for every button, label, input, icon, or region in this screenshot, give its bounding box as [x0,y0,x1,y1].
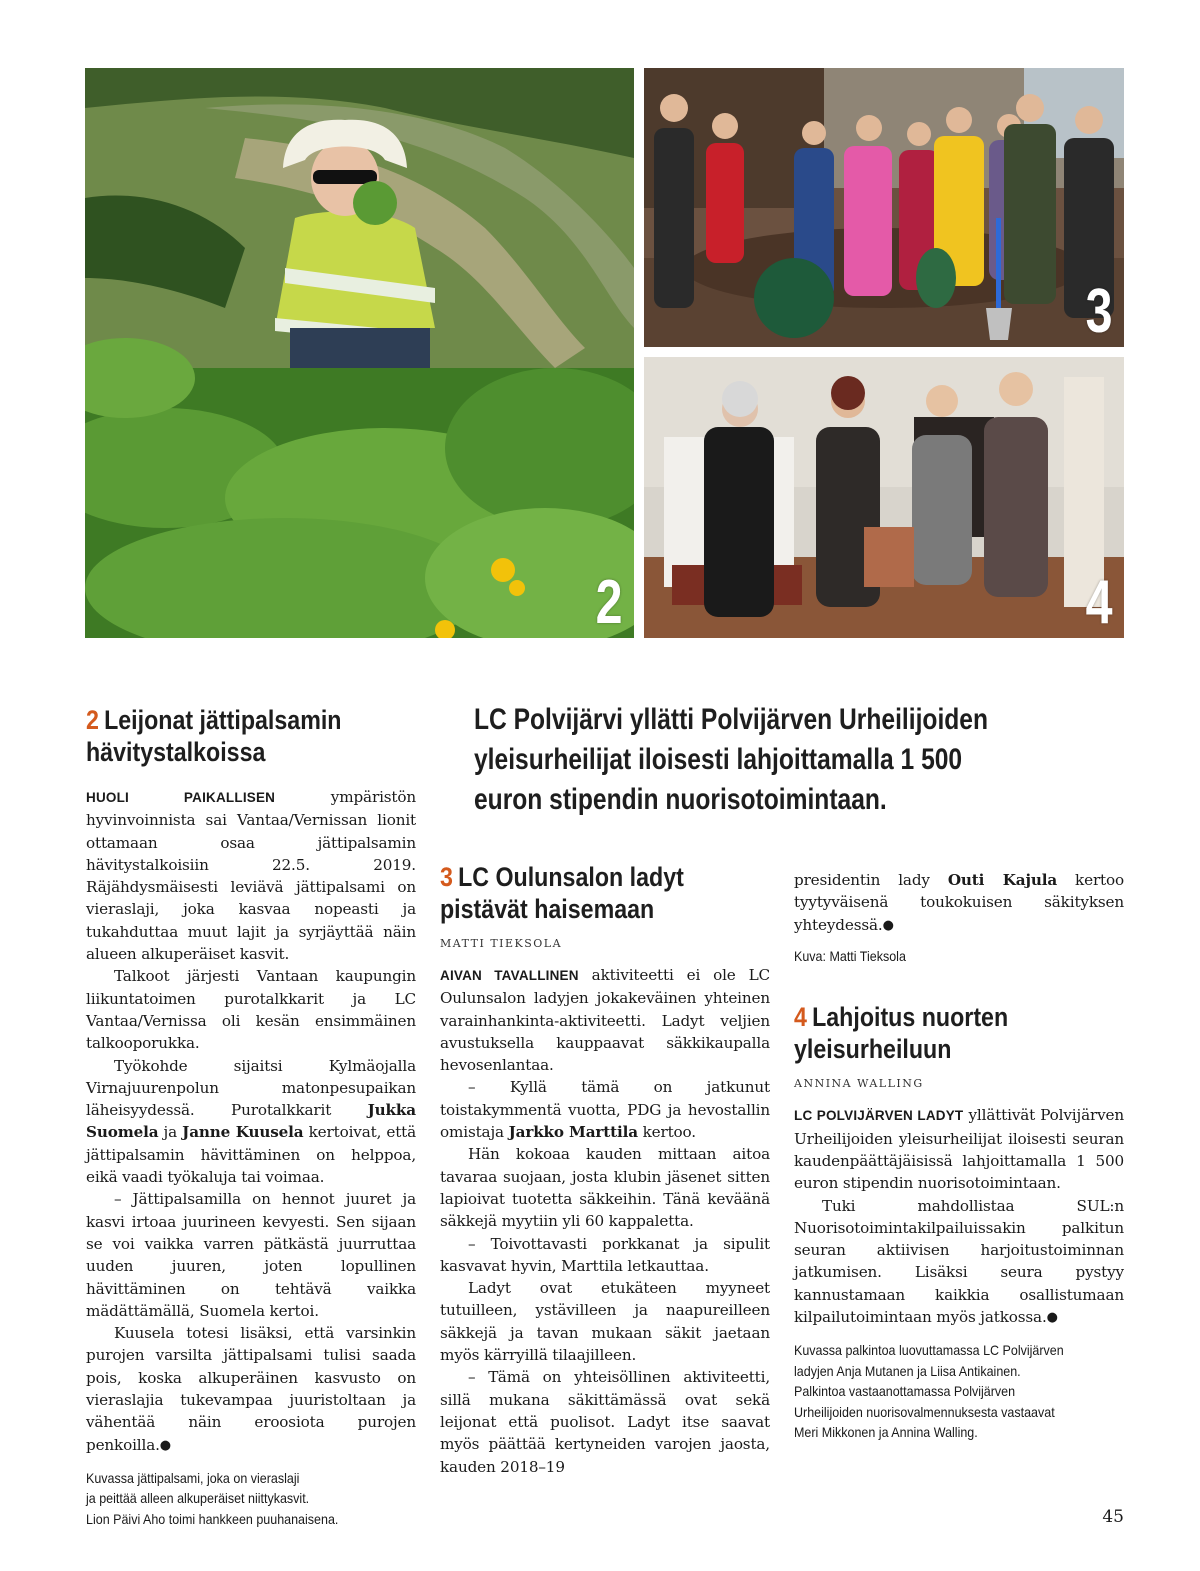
photo-4-illustration [644,357,1124,638]
paragraph: – Toivottavasti porkkanat ja sipulit kasvavat hyvin, Marttila letkauttaa. [440,1234,770,1275]
article-2-heading [86,704,415,768]
photo-3-group-with-sacks [644,68,1124,347]
article-2 [86,704,416,1530]
paragraph: Talkoot järjesti Vantaan kaupungin liikuntatoimen purotalkkarit ja LC Vantaa/Vernissa oli kesän ensimmäinen talkooporukka. [86,967,416,1053]
article-title: Lahjoitus nuorten yleisurheiluun [794,1002,1009,1065]
article-4-heading [794,1001,1123,1065]
article-4-caption: Kuvassa palkintoa luovuttamassa LC Polvijärven ladyjen Anja Mutanen ja Liisa Antikainen. Palkintoa vastaanottamassa Polvijärven Urheilijoiden nuorisovalmennuksesta vastaavat Meri Mikkonen ja Annina Walling. [794,1343,1064,1441]
article-4 [794,1001,1124,1443]
paragraph: presidentin lady Outi Kajula kertoo tyytyväisenä toukokuisen säkityksen yhteydessä.● [794,871,1124,934]
paragraph: Kuusela totesi lisäksi, että varsinkin purojen varsilta jättipalsami tulisi saada pois, koska alkuperäinen kasvusto on vieraslajia tukevampaa juuristoltaan ja vähentää näin eroosiota purojen penkoilla.● [86,1324,416,1454]
person-name: Jarkko Marttila [508,1123,638,1142]
article-title: LC Oulunsalon ladyt pistävät haisemaan [440,862,684,924]
paragraph: Työkohde sijaitsi Kylmäojalla Virnajuurenpolun matonpesupaikan läheisyydessä. Purotalkkarit Jukka Suomela ja Janne Kuusela kertoivat, että jättipalsamin hävittäminen on helppoa, eikä vaadi työkaluja tai voimaa. [86,1056,417,1187]
photo-3-illustration [644,68,1124,347]
feature-headline: LC Polvijärvi yllätti Polvijärven Urheilijoiden yleisurheilijat iloisesti lahjoittamalla 1 500 euron stipendin nuorisotoimintaan. [474,703,989,816]
article-title: Leijonat jättipalsamin hävitystalkoissa [86,705,342,767]
paragraph: HUOLI PAIKALLISEN ympäristön hyvinvoinnista sai Vantaa/Vernissan lionit ottamaan osaa jättipalsamin hävitystalkoisiin 22.5. 2019. Räjähdysmäisesti leviävä jättipalsami on vieraslaji, joka kasvaa nopeasti ja tukahduttaa muut lajit ja syrjäyttää näin alueen alkuperäiset kasvit. [86,788,416,964]
article-2-caption: Kuvassa jättipalsami, joka on vieraslaji ja peittää alleen alkuperäiset niittykasvit. Lion Päivi Aho toimi hankkeen puuhanaisena. [86,1470,339,1527]
article-2-body [86,786,416,1457]
photo-number: 2 [595,568,622,637]
article-number: 2 [86,705,99,735]
person-name: Janne Kuusela [182,1123,304,1142]
person-name: Jukka Suomela [86,1101,416,1142]
lead-in: LC POLVIJÄRVEN LADYT [794,1108,964,1124]
byline: ANNINA WALLING [794,1077,924,1091]
article-3-continuation [794,869,1124,937]
article-number: 3 [440,862,453,892]
end-mark: ● [882,917,894,933]
photo-4-award-presentation [644,357,1124,638]
byline: MATTI TIEKSOLA [440,937,563,950]
paragraph: – Tämä on yhteisöllinen aktiviteetti, sillä mukana säkittämässä ovat sekä leijonat että puolisot. Ladyt itse saavat myös päättää kertyneiden varojen jaosta, kauden 2018–19 [440,1368,770,1476]
article-3-heading [440,861,769,925]
paragraph: Hän kokoaa kauden mittaan aitoa tavaraa suojaan, josta klubin jäsenet sitten lapioivat tuotetta säkkeihin. Tänä keväänä säkkejä myytiin yli 60 kappaletta. [440,1145,770,1231]
paragraph: – Jättipalsamilla on hennot juuret ja kasvi irtoaa juurineen kevyesti. Sen sijaan se voi vaikka varren pätkästä juurruttaa uuden juuren, joten lopullinen hävittäminen on tehtävä vaikka mädättämällä, Suomela kertoi. [86,1190,416,1320]
end-mark: ● [1046,1310,1058,1326]
paragraph: AIVAN TAVALLINEN aktiviteetti ei ole LC Oulunsalon ladyjen jokakeväinen yhteinen varainhankinta-aktiviteetti. Ladyt veljien avustuksella kauppaavat säkkikaupalla hevosenlantaa. [440,966,770,1075]
person-name: Outi Kajula [947,871,1058,889]
page-number: 45 [1102,1507,1124,1527]
lead-in: AIVAN TAVALLINEN [440,968,579,983]
article-3 [440,861,770,1478]
paragraph: LC POLVIJÄRVEN LADYT yllättivät Polvijärven Urheilijoiden yleisurheilijat iloisesti seuran kaudenpäättäjäisissä lahjoittamalla 1 500 euron stipendin nuorisotoimintaan. [794,1106,1124,1193]
article-4-body [794,1104,1124,1329]
photo-number: 4 [1085,568,1112,637]
photo-credit: Kuva: Matti Tieksola [794,948,906,964]
paragraph: Ladyt ovat etukäteen myyneet tutuilleen, ystävilleen ja naapureilleen säkkejä ja tavan mukaan säkit jaetaan myös kärryillä tilaajilleen. [440,1279,770,1365]
article-3-body [440,964,770,1478]
photo-2-stream-plants [85,68,634,638]
right-column [794,869,1124,1444]
photo-2-illustration [85,68,634,638]
lead-in: HUOLI PAIKALLISEN [86,790,276,805]
paragraph: Tuki mahdollistaa SUL:n Nuorisotoimintakilpailuissakin palkitun seuran aktiivisen harjoitustoiminnan jatkumisen. Lisäksi seura pystyy kannustamaan kaikkia osallistumaan kilpailutoimintaan myös jatkossa.● [794,1196,1124,1327]
end-mark: ● [159,1437,171,1453]
paragraph: – Kyllä tämä on jatkunut toistakymmentä vuotta, PDG ja hevostallin omistaja Jarkko Marttila kertoo. [440,1078,770,1142]
photo-number: 3 [1085,277,1112,346]
article-number: 4 [794,1002,807,1033]
